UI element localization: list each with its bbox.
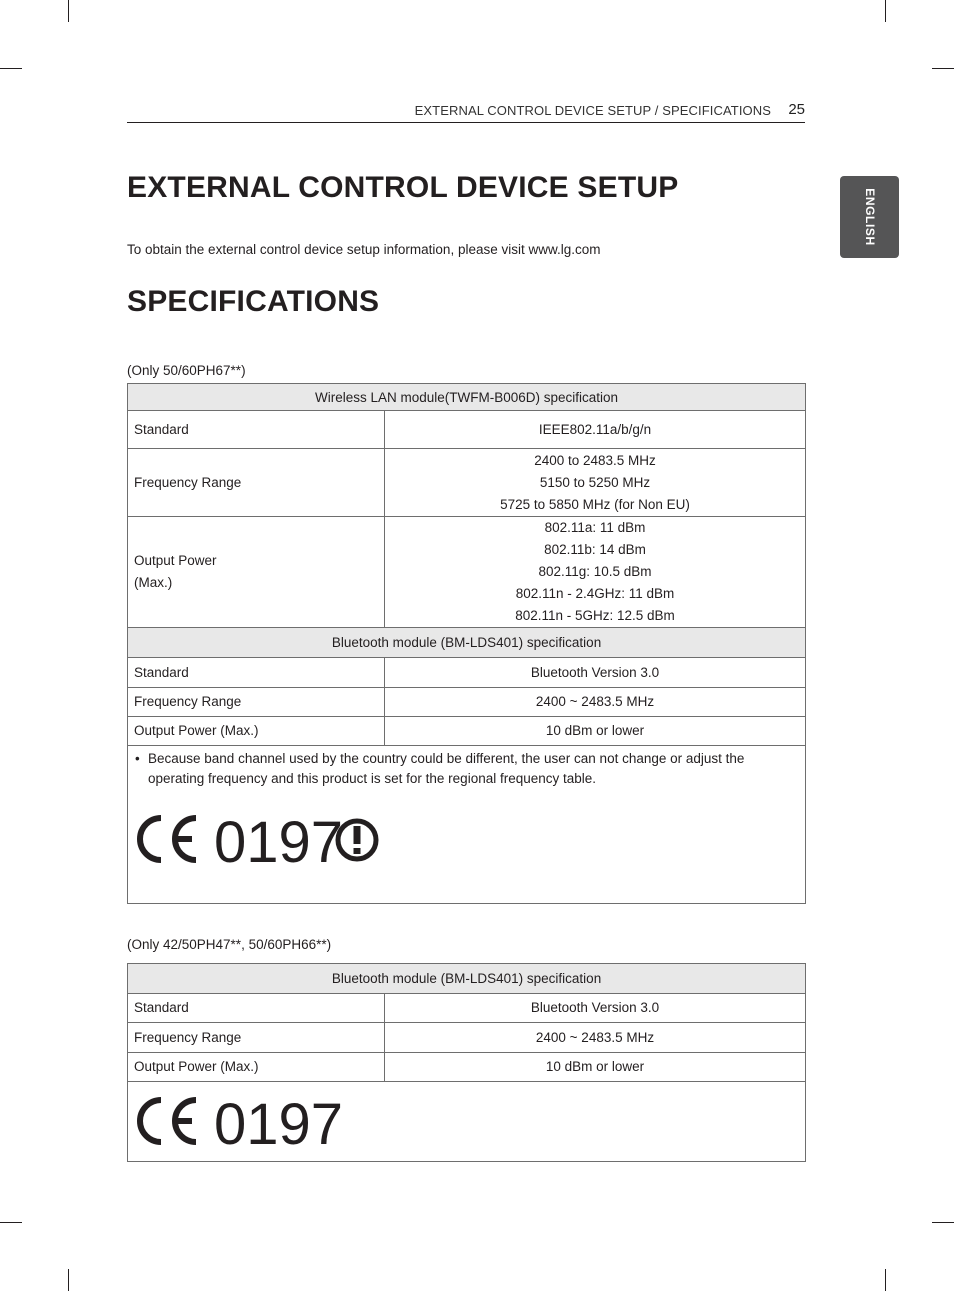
row-value: 10 dBm or lower	[385, 717, 806, 746]
table-row	[128, 688, 806, 717]
model-note: (Only 50/60PH67**)	[127, 363, 246, 378]
spec-table-wireless-bluetooth	[127, 383, 806, 904]
ce-e-icon	[173, 818, 196, 860]
crop-mark	[0, 68, 22, 69]
table-row	[128, 517, 806, 628]
label-line: Output Power	[134, 553, 217, 568]
value-line: 802.11n - 2.4GHz: 11 dBm	[515, 586, 675, 601]
bullet-icon: •	[135, 751, 140, 766]
value-line: 802.11a: 11 dBm	[544, 520, 646, 535]
table-row	[128, 449, 806, 517]
table-row	[128, 1053, 806, 1082]
row-label: Frequency Range	[128, 688, 385, 717]
row-value: 2400 ~ 2483.5 MHz	[385, 1023, 806, 1053]
table-row	[128, 411, 806, 449]
crop-mark	[68, 1269, 69, 1291]
value-line: 802.11b: 14 dBm	[544, 542, 646, 557]
row-label: Standard	[128, 994, 385, 1023]
section-title-external-control: EXTERNAL CONTROL DEVICE SETUP	[127, 171, 679, 204]
crop-mark	[885, 0, 886, 22]
running-header-title: EXTERNAL CONTROL DEVICE SETUP / SPECIFICATIONS	[414, 103, 771, 118]
row-label: Standard	[128, 411, 385, 449]
crop-mark	[68, 0, 69, 22]
ce-mark	[134, 1091, 354, 1151]
table-header-bluetooth: Bluetooth module (BM-LDS401) specification	[128, 964, 806, 994]
footnote	[128, 746, 805, 788]
table-row	[128, 658, 806, 688]
row-label: Output Power (Max.)	[128, 1053, 385, 1082]
row-value: IEEE802.11a/b/g/n	[385, 411, 806, 449]
external-control-intro: To obtain the external control device setup information, please visit www.lg.com	[127, 242, 601, 257]
ce-c-icon	[140, 1100, 161, 1142]
row-value	[385, 517, 806, 628]
row-value: Bluetooth Version 3.0	[385, 994, 806, 1023]
model-note: (Only 42/50PH47**, 50/60PH66**)	[127, 937, 332, 952]
table-footnote-cell	[128, 746, 806, 904]
value-line: 5150 to 5250 MHz	[539, 474, 651, 490]
page-number: 25	[788, 101, 805, 118]
ce-notified-body-number: 0197	[214, 1092, 344, 1151]
row-label	[128, 517, 385, 628]
ce-c-icon	[140, 818, 161, 860]
row-label: Frequency Range	[128, 1023, 385, 1053]
value-line: 2400 to 2483.5 MHz	[534, 452, 656, 468]
table-row	[128, 994, 806, 1023]
row-value: 10 dBm or lower	[385, 1053, 806, 1082]
row-value: 2400 ~ 2483.5 MHz	[385, 688, 806, 717]
table-row	[128, 1023, 806, 1053]
row-label: Standard	[128, 658, 385, 688]
running-header	[127, 100, 805, 123]
row-value	[385, 449, 806, 517]
exclamation-circle-icon	[338, 821, 376, 859]
section-title-specifications: SPECIFICATIONS	[127, 285, 380, 318]
label-line: (Max.)	[134, 575, 173, 590]
language-tab	[840, 176, 899, 258]
table-row	[128, 717, 806, 746]
spec-table-bluetooth	[127, 963, 806, 1162]
value-line: 802.11g: 10.5 dBm	[538, 564, 652, 579]
ce-e-icon	[173, 1100, 196, 1142]
value-line: 802.11n - 5GHz: 12.5 dBm	[515, 608, 675, 623]
footnote-text: Because band channel used by the country could be different, the user can not change or adjust the operating frequency and this product is set for the regional frequency table.	[148, 751, 745, 786]
row-label: Output Power (Max.)	[128, 717, 385, 746]
language-tab-label: ENGLISH	[862, 188, 877, 246]
ce-mark-with-alert	[134, 809, 394, 869]
value-line: 5725 to 5850 MHz (for Non EU)	[500, 496, 690, 512]
table-header-bluetooth: Bluetooth module (BM-LDS401) specification	[128, 628, 806, 658]
crop-mark	[932, 68, 954, 69]
row-value: Bluetooth Version 3.0	[385, 658, 806, 688]
ce-mark-cell	[128, 1082, 806, 1162]
row-label: Frequency Range	[128, 449, 385, 517]
crop-mark	[0, 1222, 22, 1223]
crop-mark	[932, 1222, 954, 1223]
ce-notified-body-number: 0197	[214, 810, 344, 869]
table-header-wireless-lan: Wireless LAN module(TWFM-B006D) specification	[128, 384, 806, 411]
crop-mark	[885, 1269, 886, 1291]
